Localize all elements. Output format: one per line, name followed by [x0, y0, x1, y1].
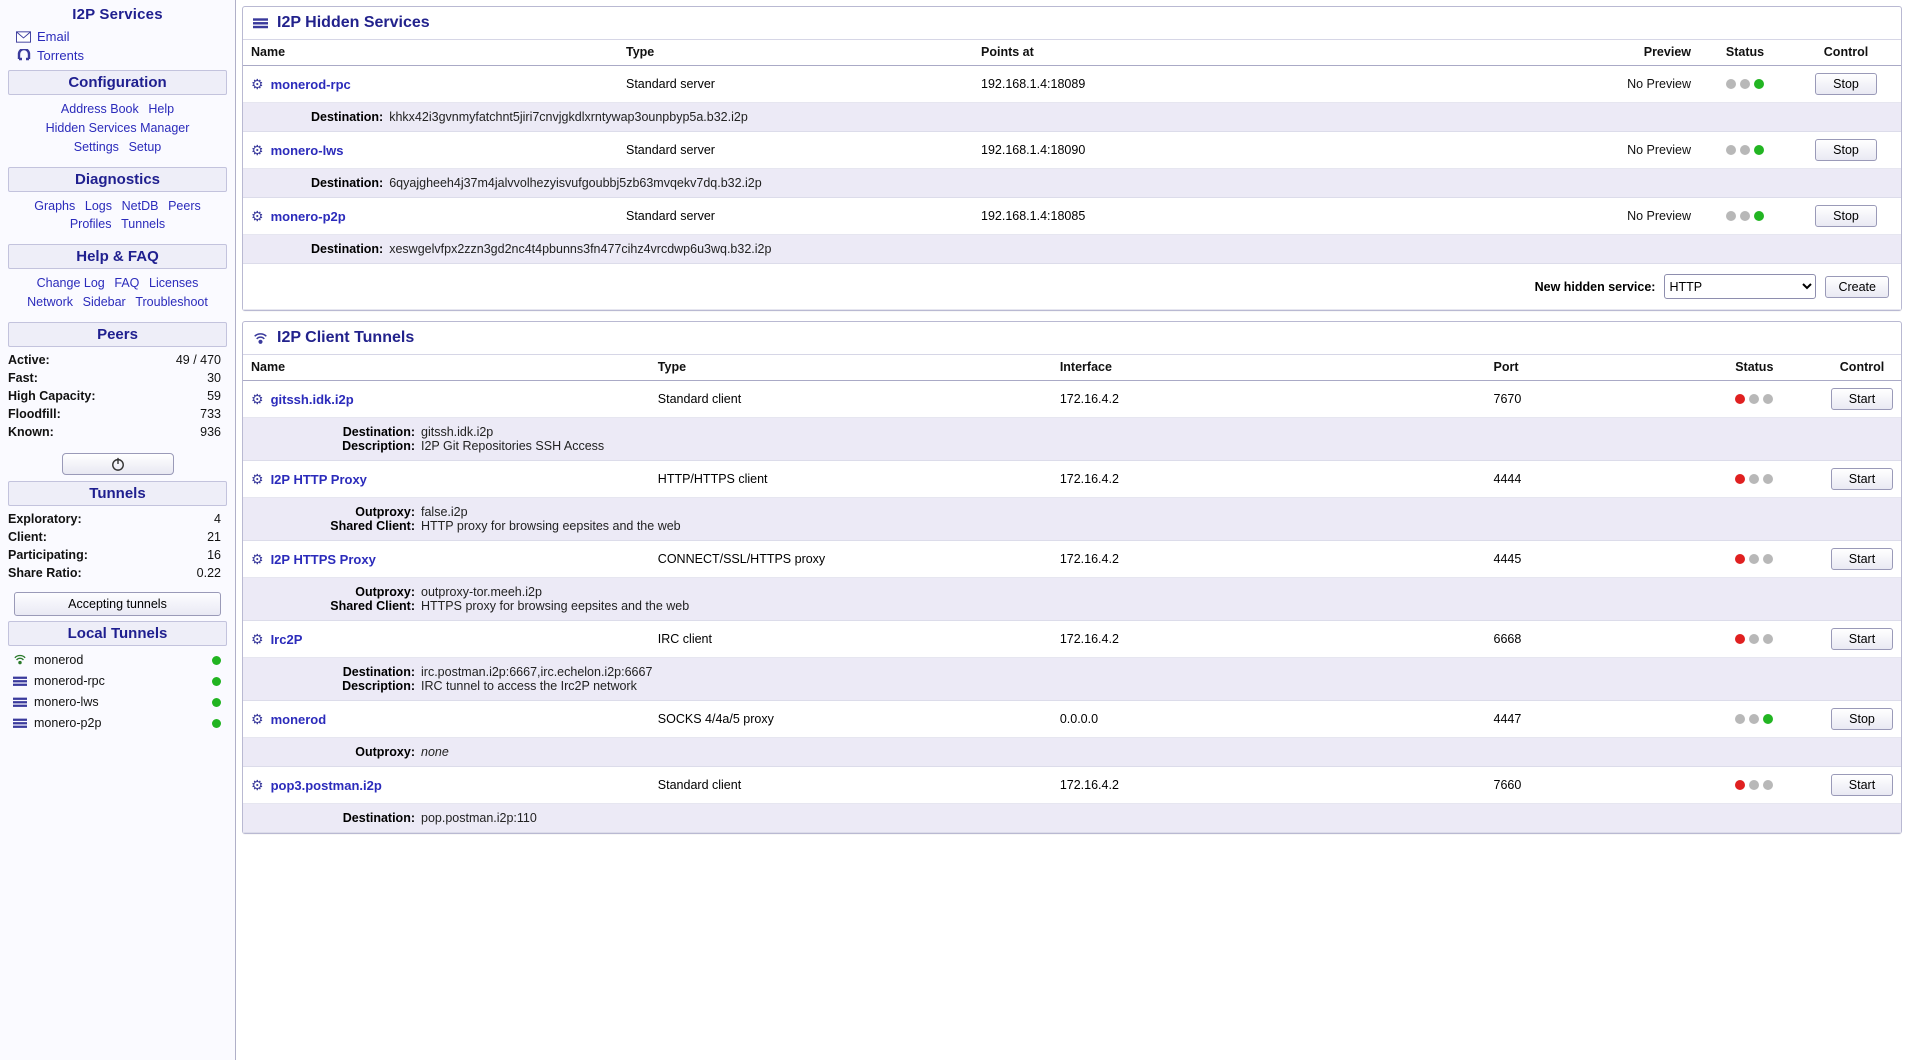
- column-header-points-at: Points at: [973, 40, 1607, 66]
- meta-value-outproxy: none: [421, 745, 449, 759]
- tunnels-row-participating: [6, 546, 229, 564]
- sidebar-item-change-log[interactable]: Change Log: [36, 276, 105, 291]
- sidebar-item-torrents[interactable]: [6, 46, 229, 65]
- local-tunnel-item[interactable]: [6, 713, 229, 734]
- sidebar-item-address-book[interactable]: Address Book: [60, 102, 139, 116]
- tunnel-port: 4445: [1486, 541, 1686, 578]
- tunnel-meta: [243, 418, 1901, 461]
- shutdown-button[interactable]: [62, 453, 174, 475]
- gear-icon: ⚙: [251, 777, 264, 793]
- gear-icon: ⚙: [251, 142, 264, 158]
- client-tunnels-panel: [242, 321, 1902, 834]
- tunnel-port: 6668: [1486, 621, 1686, 658]
- hidden-services-header: [243, 7, 1901, 40]
- tunnels-value-client: 21: [207, 529, 221, 544]
- tunnel-status: [1686, 541, 1823, 578]
- tunnel-interface: 172.16.4.2: [1052, 461, 1486, 498]
- service-type: Standard server: [618, 66, 973, 103]
- tunnel-meta: [243, 658, 1901, 701]
- meta-label-shared-client: Shared Client:: [330, 519, 415, 533]
- peers-value-known: 936: [200, 424, 221, 439]
- peers-label-high-capacity: High Capacity:: [8, 388, 96, 403]
- service-status: [1699, 132, 1791, 169]
- column-header-port: Port: [1486, 355, 1686, 381]
- new-hidden-service-label: New hidden service:: [1534, 279, 1656, 294]
- new-hidden-service-select[interactable]: [1664, 274, 1816, 299]
- start-button[interactable]: Start: [1831, 774, 1893, 796]
- status-indicator: [212, 656, 221, 665]
- table-row-meta: [243, 498, 1901, 541]
- peers-label-active: Active:: [8, 352, 50, 367]
- peers-label-fast: Fast:: [8, 370, 38, 385]
- tunnels-label-participating: Participating:: [8, 547, 88, 562]
- peers-stats: [6, 351, 229, 441]
- sidebar-title: I2P Services: [72, 6, 163, 23]
- service-points-at: 192.168.1.4:18089: [973, 66, 1607, 103]
- table-row-meta: [243, 738, 1901, 767]
- peers-row-high-capacity: [6, 387, 229, 405]
- local-tunnel-name: monero-p2p: [34, 716, 102, 731]
- meta-value-description: I2P Git Repositories SSH Access: [421, 439, 605, 453]
- tunnel-name-cell[interactable]: [243, 461, 650, 498]
- service-control[interactable]: [1791, 198, 1901, 235]
- main-content: [236, 0, 1908, 1060]
- sidebar-item-graphs[interactable]: Graphs: [34, 198, 76, 213]
- tunnel-interface: 172.16.4.2: [1052, 621, 1486, 658]
- table-row[interactable]: [243, 701, 1901, 738]
- tunnel-port: 4447: [1486, 701, 1686, 738]
- peers-row-active: [6, 351, 229, 369]
- meta-value-shared-client: HTTP proxy for browsing eepsites and the web: [421, 519, 681, 533]
- tunnel-meta: [243, 738, 1901, 767]
- tunnel-interface: 172.16.4.2: [1052, 767, 1486, 804]
- sidebar-item-hidden-services-manager[interactable]: Hidden Services Manager: [45, 120, 190, 135]
- accepting-tunnels-button[interactable]: Accepting tunnels: [14, 592, 221, 616]
- magnet-icon: [16, 48, 31, 63]
- service-type: Standard server: [618, 198, 973, 235]
- server-icon: [12, 695, 27, 710]
- column-header-interface: Interface: [1052, 355, 1486, 381]
- table-row[interactable]: [243, 621, 1901, 658]
- column-header-type: Type: [650, 355, 1052, 381]
- service-status: [1699, 66, 1791, 103]
- sidebar-item-profiles[interactable]: Profiles: [69, 217, 112, 232]
- tunnel-type: SOCKS 4/4a/5 proxy: [650, 701, 1052, 738]
- tunnels-row-client: [6, 528, 229, 546]
- server-icon: [12, 716, 27, 731]
- local-tunnel-item[interactable]: [6, 692, 229, 713]
- tunnels-stats: [6, 510, 229, 582]
- status-indicator: [212, 719, 221, 728]
- column-header-control: Control: [1823, 355, 1901, 381]
- gear-icon: ⚙: [251, 711, 264, 727]
- sidebar-item-sidebar[interactable]: Sidebar: [82, 295, 126, 310]
- peers-value-high-capacity: 59: [207, 388, 221, 403]
- column-header-type: Type: [618, 40, 973, 66]
- tunnel-type: IRC client: [650, 621, 1052, 658]
- local-tunnel-name: monero-lws: [34, 695, 99, 710]
- service-name-cell[interactable]: [243, 132, 618, 169]
- start-button[interactable]: Start: [1831, 388, 1893, 410]
- tunnel-interface: 172.16.4.2: [1052, 541, 1486, 578]
- start-button[interactable]: Start: [1831, 468, 1893, 490]
- tunnels-label-client: Client:: [8, 529, 47, 544]
- gear-icon: ⚙: [251, 391, 264, 407]
- tunnel-control[interactable]: [1823, 461, 1901, 498]
- sidebar-item-troubleshoot[interactable]: Troubleshoot: [135, 295, 208, 310]
- peers-value-active: 49 / 470: [175, 352, 221, 367]
- sidebar-item-peers[interactable]: Peers: [168, 198, 201, 213]
- stop-button[interactable]: Stop: [1815, 205, 1877, 227]
- sidebar-heading-diagnostics: Diagnostics: [8, 167, 227, 192]
- service-type: Standard server: [618, 132, 973, 169]
- meta-value-outproxy: outproxy-tor.meeh.i2p: [421, 585, 542, 599]
- tunnel-name-cell[interactable]: [243, 701, 650, 738]
- tunnel-name-cell[interactable]: [243, 381, 650, 418]
- service-control[interactable]: [1791, 132, 1901, 169]
- sidebar-heading-tunnels: Tunnels: [8, 481, 227, 506]
- meta-label-shared-client: Shared Client:: [330, 599, 415, 613]
- peers-label-floodfill: Floodfill:: [8, 406, 61, 421]
- envelope-icon: [16, 29, 31, 44]
- client-tunnels-header-row: [243, 355, 1901, 381]
- sidebar-item-email[interactable]: [6, 27, 229, 46]
- start-button[interactable]: Start: [1831, 548, 1893, 570]
- meta-value-destination: irc.postman.i2p:6667,irc.echelon.i2p:6667: [421, 665, 653, 679]
- column-header-control: Control: [1791, 40, 1901, 66]
- peers-value-fast: 30: [207, 370, 221, 385]
- meta-label-destination: Destination:: [342, 425, 415, 439]
- tunnels-label-share-ratio: Share Ratio:: [8, 565, 82, 580]
- tunnel-port: 7660: [1486, 767, 1686, 804]
- client-tunnels-table: [243, 355, 1901, 833]
- local-tunnel-name: monerod-rpc: [34, 674, 105, 689]
- tunnels-value-exploratory: 4: [214, 511, 221, 526]
- table-row-meta: [243, 418, 1901, 461]
- sidebar-item-help[interactable]: Help: [148, 102, 175, 116]
- service-link[interactable]: monero-lws: [270, 142, 344, 158]
- local-tunnel-name: monerod: [34, 653, 84, 668]
- tunnel-link[interactable]: pop3.postman.i2p: [270, 777, 382, 793]
- service-status: [1699, 198, 1791, 235]
- column-header-name: Name: [243, 355, 650, 381]
- tunnel-type: CONNECT/SSL/HTTPS proxy: [650, 541, 1052, 578]
- sidebar-heading-help-faq: Help & FAQ: [8, 244, 227, 269]
- hidden-services-panel: [242, 6, 1902, 311]
- sidebar-links-diagnostics: [6, 196, 229, 240]
- tunnel-control[interactable]: [1823, 541, 1901, 578]
- table-row[interactable]: [243, 132, 1901, 169]
- gear-icon: ⚙: [251, 208, 264, 224]
- meta-label-destination: Destination:: [311, 176, 384, 190]
- client-tunnels-header: [243, 322, 1901, 355]
- meta-label-outproxy: Outproxy:: [355, 505, 415, 519]
- tunnel-meta: [243, 578, 1901, 621]
- tunnel-name-cell[interactable]: [243, 541, 650, 578]
- meta-label-destination: Destination:: [342, 665, 415, 679]
- local-tunnel-item[interactable]: [6, 650, 229, 671]
- sidebar: [0, 0, 236, 1060]
- peers-value-floodfill: 733: [200, 406, 221, 421]
- tunnel-status: [1686, 767, 1823, 804]
- gear-icon: ⚙: [251, 631, 264, 647]
- meta-value-destination: 6qyajgheeh4j37m4jalvvolhezyisvufgoubbj5zb63mvqekv7dq.b32.i2p: [389, 176, 762, 190]
- column-header-status: Status: [1699, 40, 1791, 66]
- tunnel-port: 4444: [1486, 461, 1686, 498]
- table-row-meta: [243, 103, 1901, 132]
- sidebar-links-help: [6, 273, 229, 317]
- service-points-at: 192.168.1.4:18090: [973, 132, 1607, 169]
- gear-icon: ⚙: [251, 76, 264, 92]
- tunnel-status: [1686, 381, 1823, 418]
- meta-label-destination: Destination:: [311, 242, 384, 256]
- tunnels-value-share-ratio: 0.22: [196, 565, 221, 580]
- meta-label-description: Description:: [342, 679, 415, 693]
- tunnel-meta: [243, 498, 1901, 541]
- tunnels-row-exploratory: [6, 510, 229, 528]
- meta-value-destination: khkx42i3gvnmyfatchnt5jiri7cnvjgkdlxrntywap3ounpbyp5a.b32.i2p: [389, 110, 748, 124]
- hidden-services-header-row: [243, 40, 1901, 66]
- sidebar-heading-configuration: Configuration: [8, 70, 227, 95]
- meta-label-outproxy: Outproxy:: [355, 745, 415, 759]
- status-indicator: [212, 698, 221, 707]
- table-row[interactable]: [243, 461, 1901, 498]
- server-icon: [253, 16, 268, 31]
- hidden-services-table: [243, 40, 1901, 310]
- tunnel-link[interactable]: monerod: [270, 711, 327, 727]
- service-name-cell[interactable]: [243, 198, 618, 235]
- service-link[interactable]: monerod-rpc: [270, 76, 351, 92]
- table-row[interactable]: [243, 767, 1901, 804]
- table-row[interactable]: [243, 381, 1901, 418]
- tunnel-status: [1686, 701, 1823, 738]
- client-tunnels-title: I2P Client Tunnels: [277, 329, 415, 346]
- tunnels-label-exploratory: Exploratory:: [8, 511, 82, 526]
- tunnels-row-share-ratio: [6, 564, 229, 582]
- meta-label-destination: Destination:: [311, 110, 384, 124]
- column-header-status: Status: [1686, 355, 1823, 381]
- tunnel-type: Standard client: [650, 381, 1052, 418]
- sidebar-item-faq[interactable]: FAQ: [114, 276, 140, 291]
- service-link[interactable]: monero-p2p: [270, 208, 346, 224]
- tunnel-port: 7670: [1486, 381, 1686, 418]
- sidebar-link-email[interactable]: Email: [37, 29, 70, 44]
- sidebar-heading-peers: Peers: [8, 322, 227, 347]
- peers-row-known: [6, 423, 229, 441]
- sidebar-heading-local-tunnels: Local Tunnels: [8, 621, 227, 646]
- table-row[interactable]: [243, 66, 1901, 103]
- new-hidden-service-row: [243, 264, 1901, 310]
- meta-value-destination: gitssh.idk.i2p: [421, 425, 494, 439]
- tunnel-type: HTTP/HTTPS client: [650, 461, 1052, 498]
- table-row-meta: [243, 804, 1901, 833]
- tunnel-meta: [243, 804, 1901, 833]
- tunnel-name-cell[interactable]: [243, 767, 650, 804]
- meta-value-destination: pop.postman.i2p:110: [421, 811, 537, 825]
- sidebar-links-configuration: [6, 99, 229, 162]
- sidebar-item-setup[interactable]: Setup: [128, 139, 162, 154]
- start-button[interactable]: Start: [1831, 628, 1893, 650]
- local-tunnels-list: [6, 650, 229, 734]
- sidebar-item-netdb[interactable]: NetDB: [121, 198, 159, 213]
- column-header-name: Name: [243, 40, 618, 66]
- sidebar-item-settings[interactable]: Settings: [73, 139, 119, 154]
- service-control[interactable]: [1791, 66, 1901, 103]
- sidebar-item-network[interactable]: Network: [27, 295, 73, 310]
- status-indicator: [212, 677, 221, 686]
- broadcast-icon: [12, 653, 27, 668]
- gear-icon: ⚙: [251, 471, 264, 487]
- table-row-meta: [243, 658, 1901, 701]
- power-icon: [110, 456, 125, 471]
- create-button[interactable]: Create: [1825, 276, 1889, 298]
- tunnel-control[interactable]: [1823, 621, 1901, 658]
- meta-label-outproxy: Outproxy:: [355, 585, 415, 599]
- stop-button[interactable]: Stop: [1815, 73, 1877, 95]
- sidebar-item-tunnels[interactable]: Tunnels: [121, 217, 166, 232]
- tunnel-name-cell[interactable]: [243, 621, 650, 658]
- peers-row-floodfill: [6, 405, 229, 423]
- power-button-wrap: [6, 453, 229, 475]
- table-row-meta: [243, 169, 1901, 198]
- table-row-meta: [243, 578, 1901, 621]
- sidebar-item-logs[interactable]: Logs: [84, 198, 112, 213]
- local-tunnel-item[interactable]: [6, 671, 229, 692]
- gear-icon: ⚙: [251, 551, 264, 567]
- table-row-meta: [243, 235, 1901, 264]
- tunnel-link[interactable]: I2P HTTPS Proxy: [270, 551, 376, 567]
- tunnel-control[interactable]: [1823, 381, 1901, 418]
- service-meta: [243, 169, 1901, 198]
- service-preview: No Preview: [1607, 132, 1699, 169]
- table-row[interactable]: [243, 198, 1901, 235]
- meta-label-description: Description:: [342, 439, 415, 453]
- meta-value-destination: xeswgelvfpx2zzn3gd2nc4t4pbunns3fn477cihz4vrcdwp6u3wq.b32.i2p: [389, 242, 772, 256]
- meta-value-outproxy: false.i2p: [421, 505, 468, 519]
- stop-button[interactable]: Stop: [1831, 708, 1893, 730]
- tunnel-link[interactable]: I2P HTTP Proxy: [270, 471, 367, 487]
- column-header-preview: Preview: [1607, 40, 1699, 66]
- tunnel-type: Standard client: [650, 767, 1052, 804]
- table-row[interactable]: [243, 541, 1901, 578]
- service-points-at: 192.168.1.4:18085: [973, 198, 1607, 235]
- meta-value-description: IRC tunnel to access the Irc2P network: [421, 679, 637, 693]
- meta-value-shared-client: HTTPS proxy for browsing eepsites and the web: [421, 599, 690, 613]
- service-preview: No Preview: [1607, 66, 1699, 103]
- service-meta: [243, 103, 1901, 132]
- sidebar-item-licenses[interactable]: Licenses: [149, 276, 199, 291]
- hidden-services-title: I2P Hidden Services: [277, 14, 430, 31]
- tunnels-value-participating: 16: [207, 547, 221, 562]
- service-meta: [243, 235, 1901, 264]
- peers-label-known: Known:: [8, 424, 54, 439]
- tunnel-status: [1686, 621, 1823, 658]
- tunnel-control[interactable]: [1823, 701, 1901, 738]
- meta-label-destination: Destination:: [342, 811, 415, 825]
- tunnel-interface: 172.16.4.2: [1052, 381, 1486, 418]
- service-name-cell[interactable]: [243, 66, 618, 103]
- broadcast-icon: [253, 331, 268, 346]
- tunnel-control[interactable]: [1823, 767, 1901, 804]
- sidebar-link-torrents[interactable]: Torrents: [37, 48, 84, 63]
- tunnel-status: [1686, 461, 1823, 498]
- tunnel-interface: 0.0.0.0: [1052, 701, 1486, 738]
- stop-button[interactable]: Stop: [1815, 139, 1877, 161]
- service-preview: No Preview: [1607, 198, 1699, 235]
- tunnel-link[interactable]: gitssh.idk.i2p: [270, 391, 354, 407]
- server-icon: [12, 674, 27, 689]
- peers-row-fast: [6, 369, 229, 387]
- tunnel-link[interactable]: Irc2P: [270, 631, 303, 647]
